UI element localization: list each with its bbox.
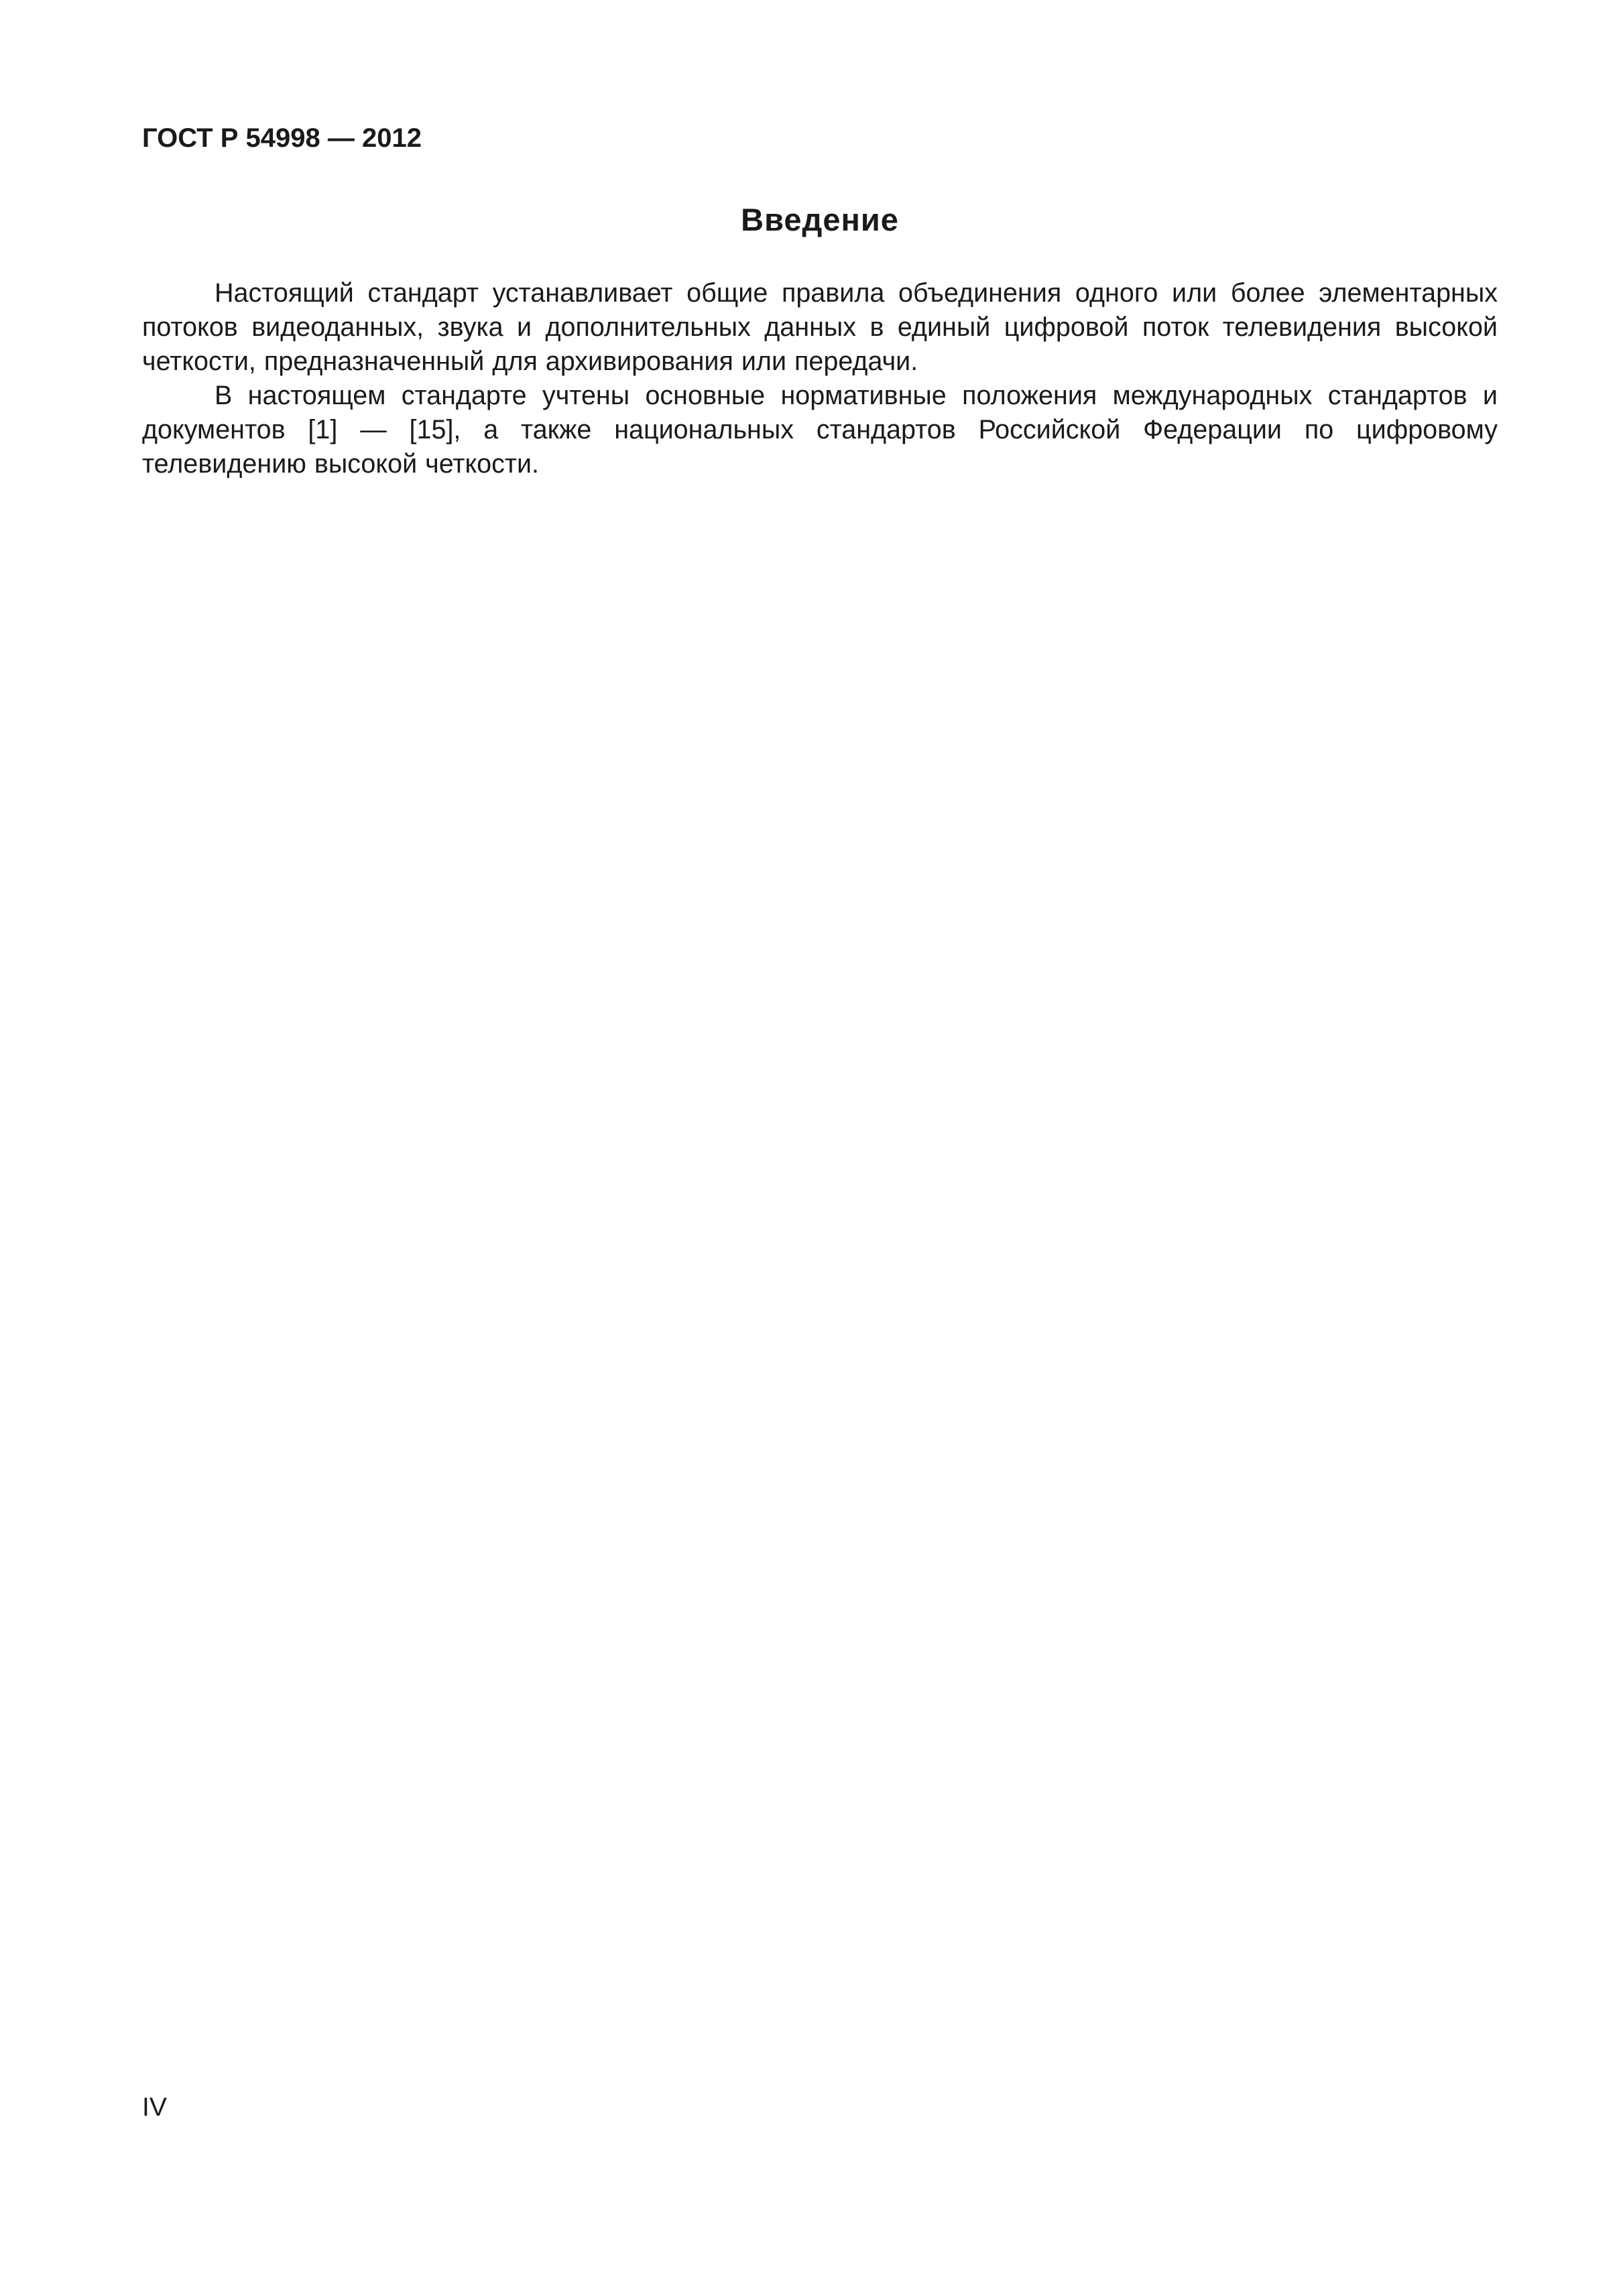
section-title: Введение [741, 202, 899, 237]
page-number: IV [142, 2093, 167, 2122]
introduction-body [142, 276, 1498, 481]
paragraph: В настоящем стандарте учтены основные нормативные положения международных стандартов и документов [1] — [15], а также национальных стандартов Российской Федерации по цифровому телевидению высокой четкости. [142, 381, 1498, 479]
document-code-header: ГОСТ Р 54998 — 2012 [142, 123, 422, 153]
paragraph: Настоящий стандарт устанавливает общие правила объединения одного или более элементарных потоков видеоданных, звука и дополнительных данных в единый цифровой поток телевидения высокой четкости, предназначенный для архивирования или передачи. [142, 278, 1498, 376]
